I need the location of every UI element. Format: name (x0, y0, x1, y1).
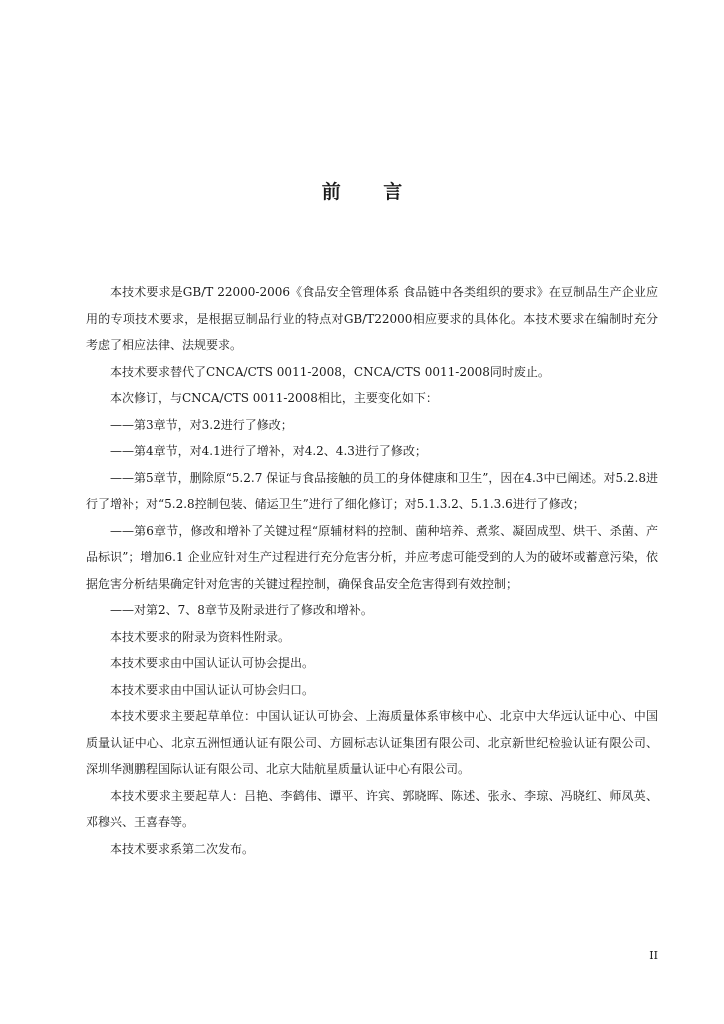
change-item-chapter-4: ——第4章节，对4.1进行了增补，对4.2、4.3进行了修改； (110, 444, 427, 458)
paragraph-drafting-units: 本技术要求主要起草单位：中国认证认可协会、上海质量体系审核中心、北京中大华远认证中心、中国质量认证中心、北京五洲恒通认证有限公司、方圆标志认证集团有限公司、北京新世纪检验认证有限公司、深圳华测鹏程国际认证有限公司、北京大陆航星质量认证中心有限公司。 (86, 709, 658, 776)
foreword-body (86, 279, 658, 862)
change-item-chapter-5: ——第5章节，删除原“5.2.7 保证与食品接触的员工的身体健康和卫生”，因在4.3中已阐述。对5.2.8进行了增补；对“5.2.8控制包装、储运卫生”进行了细化修订；对5.1.3.2、5.1.3.6进行了修改； (86, 470, 658, 511)
change-item-chapter-6: ——第6章节，修改和增补了关键过程“原辅材料的控制、菌种培养、煮浆、凝固成型、烘干、杀菌、产品标识”；增加6.1 企业应针对生产过程进行充分危害分析，并应考虑可能受到的人为的破坏或蓄意污染，依据危害分析结果确定针对危害的关键过程控制，确保食品安全危害得到有效控制； (86, 523, 658, 591)
paragraph-administered-by: 本技术要求由中国认证认可协会归口。 (110, 682, 315, 697)
page-number: II (649, 949, 658, 962)
paragraph-scope: 本技术要求是GB/T 22000-2006《食品安全管理体系 食品链中各类组织的要求》在豆制品生产企业应用的专项技术要求，是根据豆制品行业的特点对GB/T22000相应要求的具体化。本技术要求在编制时充分考虑了相应法律、法规要求。 (86, 285, 658, 352)
paragraph-replacement: 本技术要求替代了CNCA/CTS 0011-2008，CNCA/CTS 0011-2008同时废止。 (110, 364, 550, 379)
change-item-chapter-3: ——第3章节，对3.2进行了修改； (110, 417, 293, 432)
paragraph-drafters: 本技术要求主要起草人：吕艳、李鹤伟、谭平、许宾、郭晓晖、陈述、张永、李琼、冯晓红、师凤英、邓穆兴、王喜春等。 (86, 788, 658, 829)
change-item-chapters-2-7-8: ——对第2、7、8章节及附录进行了修改和增补。 (110, 603, 373, 617)
page-title: 前 言 (321, 181, 421, 203)
paragraph-appendix: 本技术要求的附录为资料性附录。 (110, 629, 291, 644)
paragraph-changes-intro: 本次修订，与CNCA/CTS 0011-2008相比，主要变化如下： (110, 391, 438, 405)
paragraph-proposed-by: 本技术要求由中国认证认可协会提出。 (110, 656, 315, 670)
paragraph-release: 本技术要求系第二次发布。 (110, 841, 255, 856)
